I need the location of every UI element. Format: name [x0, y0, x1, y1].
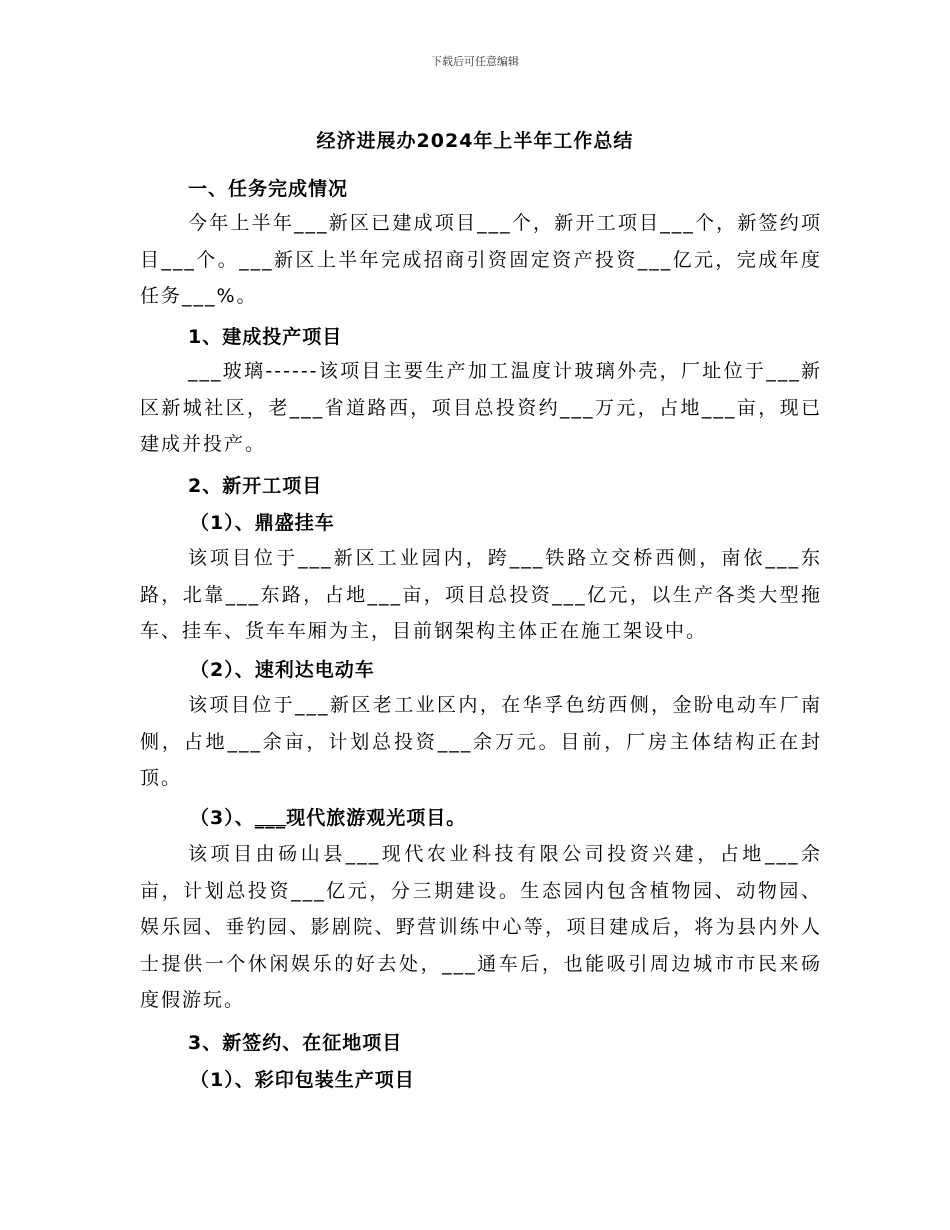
- item-heading-tourism: [190, 803, 872, 830]
- paragraph-glass-project: ___玻璃------该项目主要生产加工温度计玻璃外壳，厂址位于___新区新城社区，老___省道路西，项目总投资约___万元，占地___亩，现已建成并投产。: [140, 360, 822, 455]
- paragraph-summary: 今年上半年___新区已建成项目___个，新开工项目___个，新签约项目___个。___新区上半年完成招商引资固定资产投资___亿元，完成年度任务___%。: [140, 212, 822, 307]
- document-title: 经济进展办2024年上半年工作总结: [316, 130, 634, 152]
- paragraph-sulida: 该项目位于___新区老工业区内，在华孚色纺西侧，金盼电动车厂南侧，占地___余亩，计划总投资___余万元。目前，厂房主体结构正在封顶。: [140, 694, 822, 789]
- item-heading-tourism-prefix: （3）、: [190, 807, 255, 829]
- item-heading-packaging: （1）、彩印包装生产项目: [190, 1069, 415, 1091]
- paragraph-dingsheng: 该项目位于___新区工业园内，跨___铁路立交桥西侧，南依___东路，北靠___东路，占地___亩，项目总投资___亿元，以生产各类大型拖车、挂车、货车车厢为主，目前钢架构主体正在施工架设中。: [140, 547, 822, 642]
- paragraph-tourism: 该项目由砀山县___现代农业科技有限公司投资兴建，占地___余亩，计划总投资___亿元，分三期建设。生态园内包含植物园、动物园、娱乐园、垂钓园、影剧院、野营训练中心等，项目建成后，将为县内外人士提供一个休闲娱乐的好去处，___通车后，也能吸引周边城市市民来砀度假游玩。: [140, 843, 822, 1011]
- section-heading-1: 一、任务完成情况: [188, 178, 349, 200]
- subsection-heading-new-projects: 2、新开工项目: [188, 475, 323, 497]
- subsection-heading-completed: 1、建成投产项目: [188, 326, 343, 348]
- item-heading-tourism-suffix: 现代旅游观光项目。: [286, 807, 467, 829]
- subsection-heading-signed: 3、新签约、在征地项目: [188, 1032, 403, 1054]
- header-note: 下载后可任意编辑: [431, 55, 519, 68]
- item-heading-dingsheng: （1）、鼎盛挂车: [190, 512, 335, 534]
- item-heading-tourism-blank: ___: [254, 807, 287, 829]
- item-heading-sulida: （2）、速利达电动车: [190, 659, 375, 681]
